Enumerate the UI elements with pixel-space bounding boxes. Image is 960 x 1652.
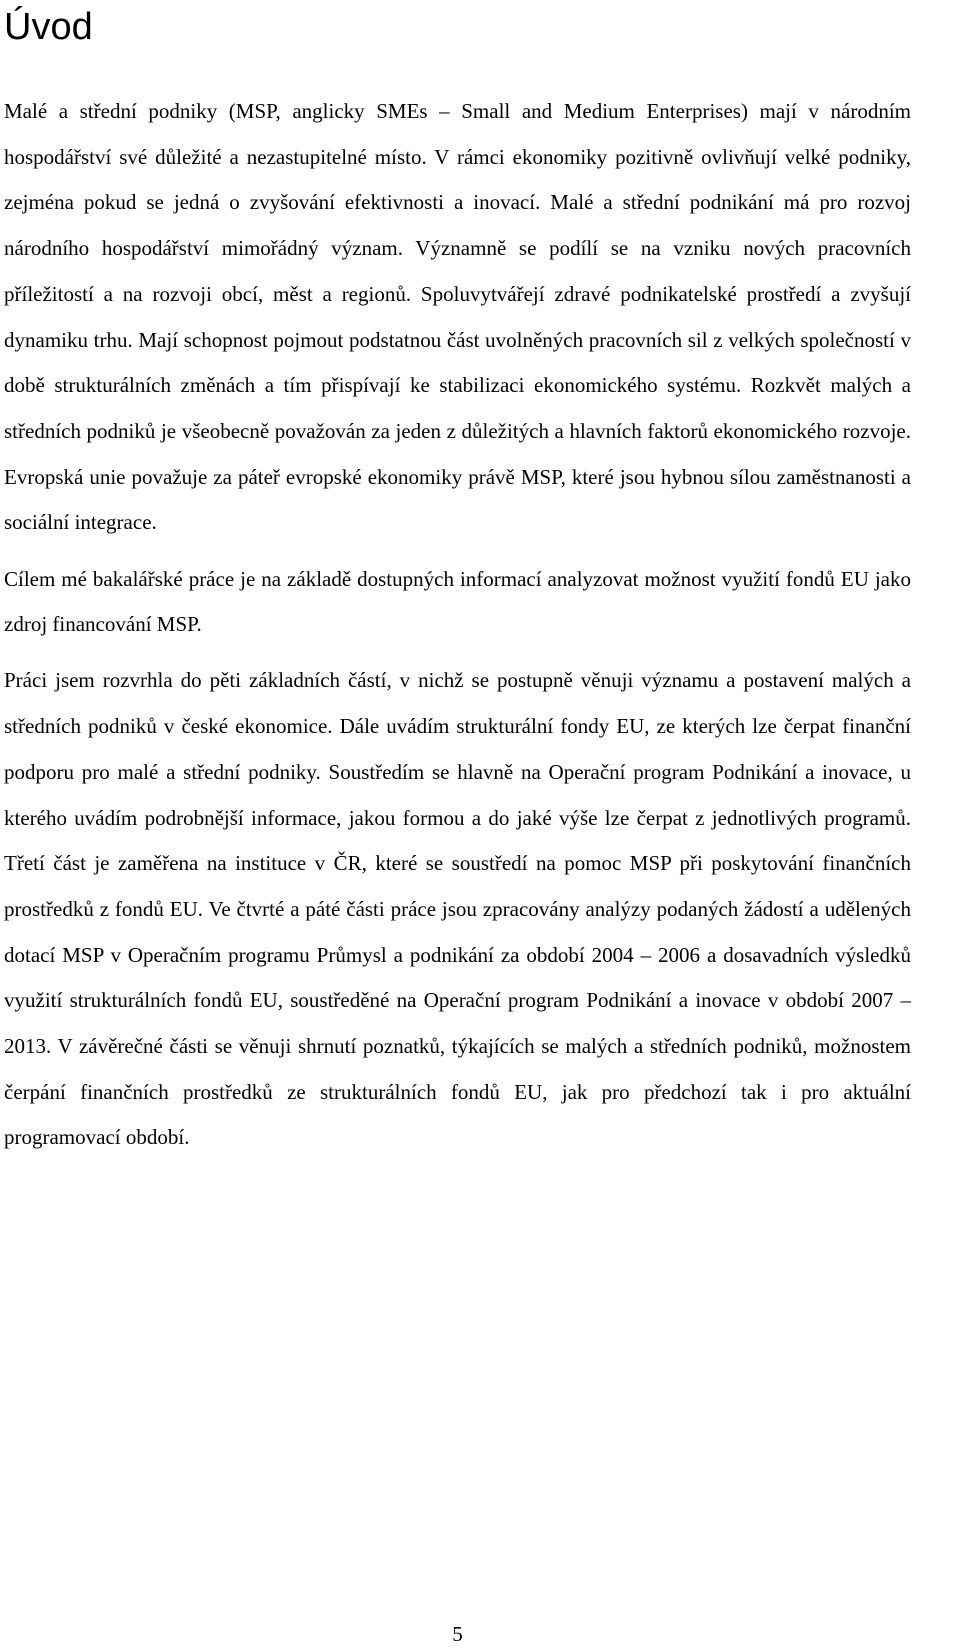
body-text xyxy=(4,89,911,1172)
paragraph-intro: Malé a střední podniky (MSP, anglicky SMEs – Small and Medium Enterprises) mají v národním hospodářství své důležité a nezastupitelné místo. V rámci ekonomiky pozitivně ovlivňují velké podniky, zejména pokud se jedná o zvyšování efektivnosti a inovací. Malé a střední podnikání má pro rozvoj národního hospodářství mimořádný význam. Významně se podílí se na vzniku nových pracovních příležitostí a na rozvoji obcí, měst a regionů. Spoluvytvářejí zdravé podnikatelské prostředí a zvyšují dynamiku trhu. Mají schopnost pojmout podstatnou část uvolněných pracovních sil z velkých společností v době strukturálních změnách a tím přispívají ke stabilizaci ekonomického systému. Rozkvět malých a středních podniků je všeobecně považován za jeden z důležitých a hlavních faktorů ekonomického rozvoje. Evropská unie považuje za páteř evropské ekonomiky právě MSP, které jsou hybnou sílou zaměstnanosti a sociální integrace. xyxy=(4,99,911,535)
page-number: 5 xyxy=(452,1622,463,1646)
paragraph-goal: Cílem mé bakalářské práce je na základě dostupných informací analyzovat možnost využití fondů EU jako zdroj financování MSP. xyxy=(4,566,911,637)
section-heading: Úvod xyxy=(4,6,93,48)
paragraph-structure: Práci jsem rozvrhla do pěti základních částí, v nichž se postupně věnuji významu a postavení malých a středních podniků v české ekonomice. Dále uvádím strukturální fondy EU, ze kterých lze čerpat finanční podporu pro malé a střední podniky. Soustředím se hlavně na Operační program Podnikání a inovace, u kterého uvádím podrobnější informace, jakou formou a do jaké výše lze čerpat z jednotlivých programů. Třetí část je zaměřena na instituce v ČR, které se soustředí na pomoc MSP při poskytování finančních prostředků z fondů EU. Ve čtvrté a páté části práce jsou zpracovány analýzy podaných žádostí a udělených dotací MSP v Operačním programu Průmysl a podnikání za období 2004 – 2006 a dosavadních výsledků využití strukturálních fondů EU, soustředěné na Operační program Podnikání a inovace v období 2007 – 2013. V závěrečné části se věnuji shrnutí poznatků, týkajících se malých a středních podniků, možnostem čerpání finančních prostředků ze strukturálních fondů EU, jak pro předchozí tak i pro aktuální programovací období. xyxy=(4,668,911,1150)
